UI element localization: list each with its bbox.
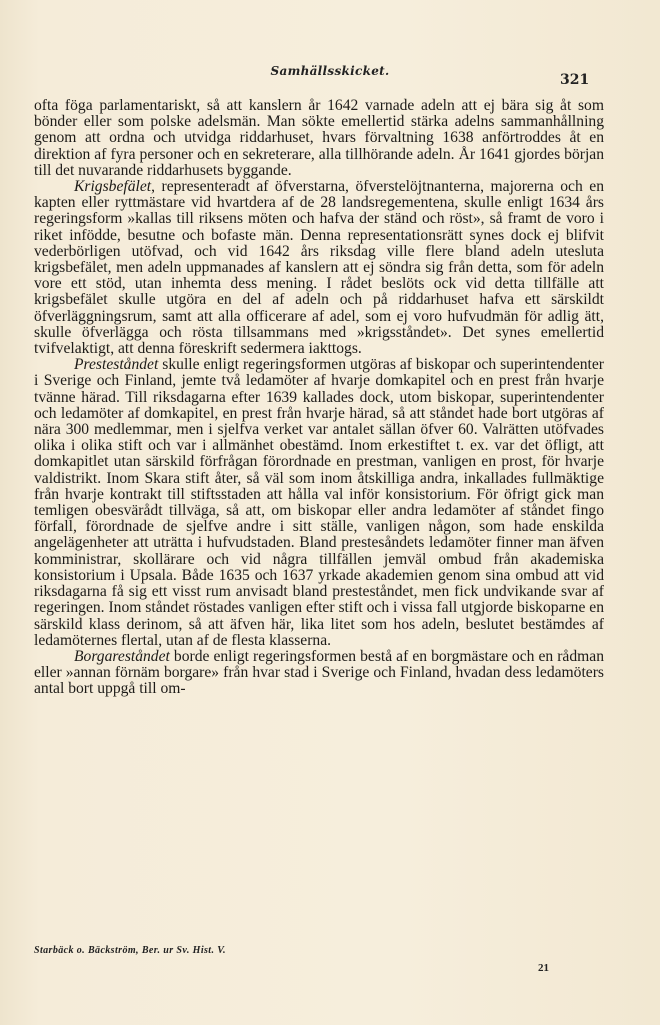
paragraph-lead-term: Krigsbefälet [74, 178, 152, 196]
paragraph-text: skulle enligt regeringsformen utgöras af biskopar och superintendenter i Sverige och Finland, jemte två ledamöter af hvarje domkapitel och en prest från hvarje tvänne härad. Till riksdagarna efter 1639 kallades dock, utom biskopar, superintendenter och ledamöter af domkapitel, en prest från hvarje härad, så att ståndet hade bort utgöras af nära 300 medlemmar, men i sjelfva verket var antalet sällan öfver 60. Valrätten utöfvades olika i olika stift och var i allmänhet obestämd. Inom erkestiftet t. ex. var det öfligt, att domkapitlet utan särskild förfrågan förordnade en prestman, vanligen en prost, för hvarje valdistrikt. Inom Skara stift åter, så väl som inom åtskilliga andra, inkallades fullmäktige från hvarje kontrakt till stiftsstaden att hålla val inför konsistorium. För öfrigt gick man temligen obesvärådt tillväga, så att, om biskopar eller andra ledamöter af ståndet fingo förfall, förordnade de sjelfve andre i sitt ställe, vanligen någon, som hade enskilda angelägenheter att uträtta i hufvudstaden. Bland prestesåndets ledamöter finner man äfven komministrar, skollärare och vid några tillfällen jemväl ombud från akademiska konsistorium i Upsala. Både 1635 och 1637 yrkade akademien genom sina ombud att vid riksdagarna få sig ett visst rum anvisadt bland presteståndet, men fick undvikande svar af regeringen. Inom ståndet röstades vanligen efter stift och i vissa fall utgjorde biskoparne en särskild klass derinom, så att äfven här, lika litet som hos adeln, beslutet bestämdes af ledamöternes flertal, utan af de flesta klasserna. [34, 356, 604, 649]
body-text [34, 98, 604, 698]
paragraph-lead-term: Borgareståndet [74, 647, 170, 665]
paragraph-1 [34, 98, 604, 179]
running-title: Samhällsskicket. [270, 64, 390, 78]
paragraph-text: ofta föga parlamentariskt, så att kanslern år 1642 varnade adeln att ej bära sig åt som bönder eller som polske adelsmän. Man sökte emellertid stärka adelns sammanhållning genom att ordna och utvidga riddarhuset, hvars förvaltning 1638 anförtroddes åt en direktion af fyra personer och en sekreterare, alla tillhörande adeln. År 1641 gjordes början till det nuvarande riddarhusets byggande. [34, 97, 604, 179]
signature-mark: 21 [538, 962, 549, 974]
paragraph-lead-term: Presteståndet [74, 356, 159, 374]
paragraph-borgarestandet [34, 649, 604, 698]
paragraph-text: , representeradt af öfverstarna, öfverstelöjtnanterna, majorerna och en kapten eller ryttmästare vid hvartdera af de 28 landsregementena, skulle enligt 1634 års regeringsform »kallas till riksens möten och hafva der ständ och röst», så framt de voro i riket infödde, besutne och bofaste män. Denna representationsrätt synes dock ej blifvit vederbörligen utöfvad, och vid 1642 års riksdag ville flere bland adeln utesluta krigsbefälet, men adeln uppmanades af kanslern att ej söndra sig från detta, som för adeln vore ett stöd, utan inhemta dess mening. I rådet beslöts ock vid detta tillfälle att krigsbefälet skulle utgöra en del af adeln och på riddarhuset hafva ett särskildt öfverläggningsrum, samt att alla officerare af adel, som ej voro hufvudmän för adlig ätt, skulle öfverlägga och rösta tillsammans med »krigsståndet». Det synes emellertid tvifvelaktigt, att denna föreskrift sedermera iakttogs. [34, 178, 604, 358]
page-number: 321 [560, 72, 590, 88]
paragraph-prestestandet [34, 357, 604, 649]
footer-citation: Starbäck o. Bäckström, Ber. ur Sv. Hist. V. [34, 945, 226, 956]
paragraph-krigsbefalet [34, 179, 604, 357]
paragraph-text: borde enligt regeringsformen bestå af en borgmästare och en rådman eller »annan förnäm borgare» från hvar stad i Sverige och Finland, hvadan dess ledamöters antal bort uppgå till om- [34, 647, 604, 698]
